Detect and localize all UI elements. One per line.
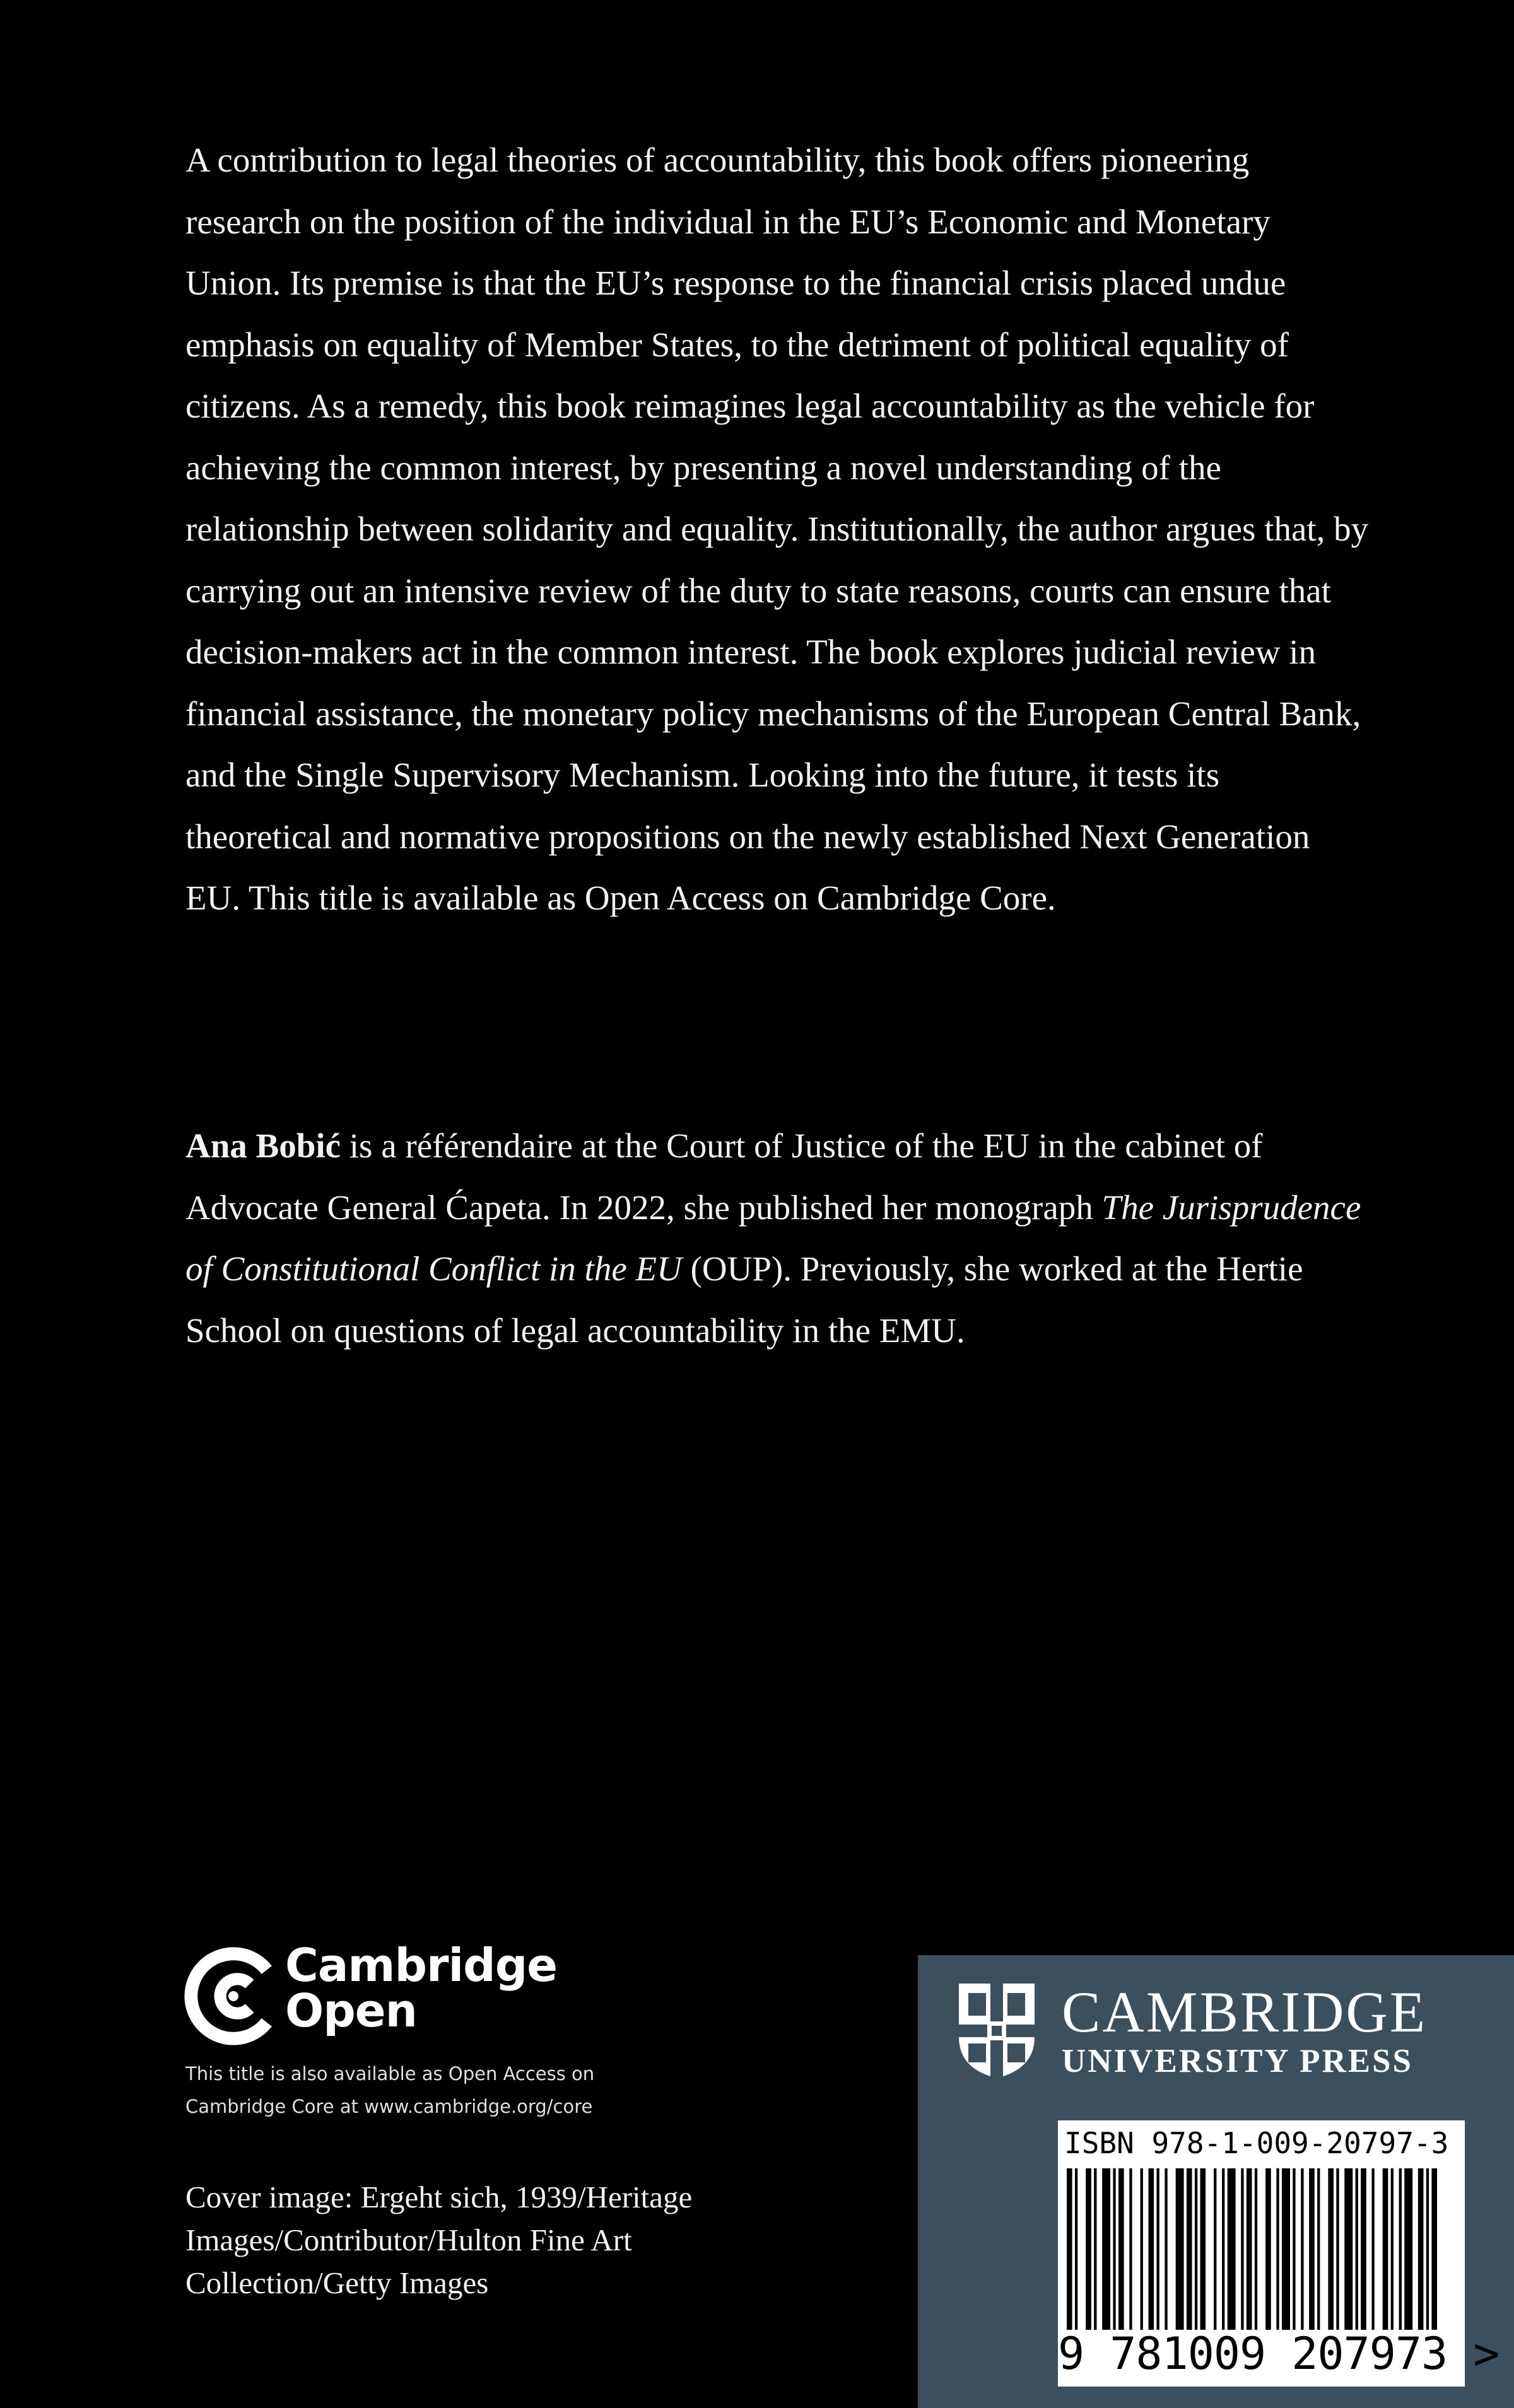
barcode-bar bbox=[1241, 2168, 1243, 2330]
barcode-bar bbox=[1214, 2168, 1216, 2330]
isbn-label: ISBN 978-1-009-20797-3 bbox=[1064, 2126, 1449, 2160]
barcode-bar bbox=[1282, 2168, 1290, 2330]
cambridge-open-wordmark bbox=[285, 1939, 558, 2037]
cover-image-credit: Cover image: Ergeht sich, 1939/Heritage Images/Contributor/Hulton Fine Art Collection/Getty Images bbox=[185, 2180, 693, 2300]
barcode-bar bbox=[1328, 2168, 1334, 2330]
barcode-bar bbox=[1094, 2168, 1096, 2330]
barcode-bar bbox=[1309, 2168, 1315, 2330]
barcode-bar bbox=[1148, 2168, 1154, 2330]
barcode-bar bbox=[1086, 2168, 1091, 2330]
barcode-bar bbox=[1255, 2168, 1257, 2330]
cambridge-shield-icon bbox=[956, 1980, 1038, 2081]
barcode-bar bbox=[1404, 2168, 1412, 2330]
barcode-bar bbox=[1141, 2168, 1143, 2330]
barcode-bar bbox=[1156, 2168, 1159, 2330]
barcode-bar bbox=[1200, 2168, 1206, 2330]
barcode-bar bbox=[1418, 2168, 1424, 2330]
cambridge-open-line1: Cambridge bbox=[285, 1939, 558, 1992]
publisher-panel bbox=[918, 1955, 1514, 2408]
barcode-bar bbox=[1371, 2168, 1374, 2330]
cambridge-open-line2: Open bbox=[285, 1984, 417, 2037]
publisher-name-line2: UNIVERSITY PRESS bbox=[1062, 2043, 1414, 2079]
publisher-name-line1: CAMBRIDGE bbox=[1062, 1980, 1428, 2044]
book-description: A contribution to legal theories of accountability, this book offers pioneering research on the position of the individual in the EU’s Economic and Monetary Union. Its premise is that the EU’s response to the financial crisis placed undue emphasis on equality of Member States, to the detriment of political equality of citizens. As a remedy, this book reimagines legal accountability as the vehicle for achieving the common interest, by presenting a novel understanding of the relationship between solidarity and equality. Institutionally, the author argues that, by carrying out an intensive review of the duty to state reasons, courts can ensure that decision-makers act in the common interest. The book explores judicial review in financial assistance, the monetary policy mechanisms of the European Central Bank, and the Single Supervisory Mechanism. Looking into the future, it tests its theoretical and normative propositions on the newly established Next Generation EU. This title is available as Open Access on Cambridge Core. bbox=[185, 141, 1369, 917]
barcode-bar bbox=[1176, 2168, 1184, 2330]
barcode-bar bbox=[1391, 2168, 1394, 2330]
open-access-note: This title is also available as Open Access on Cambridge Core at www.cambridge.org/core bbox=[185, 2063, 595, 2117]
barcode-number: 9 781009 207973 > bbox=[1058, 2328, 1499, 2380]
barcode-bar bbox=[1222, 2168, 1224, 2330]
barcode-icon bbox=[1067, 2168, 1445, 2330]
barcode-bar bbox=[1118, 2168, 1124, 2330]
barcode-bar bbox=[1293, 2168, 1295, 2330]
barcode-bar bbox=[1265, 2168, 1271, 2330]
bio-text-part-2: (OUP). Previously, she worked at the Hertie School on questions of legal accountability in the EMU. bbox=[185, 1249, 1303, 1350]
barcode-bar bbox=[1165, 2168, 1167, 2330]
barcode-bar bbox=[1317, 2168, 1320, 2330]
monograph-title: The Jurisprudence of Constitutional Conflict in the EU bbox=[185, 1188, 1361, 1288]
barcode-bar bbox=[1399, 2168, 1402, 2330]
barcode-bar bbox=[1067, 2168, 1072, 2330]
barcode-block bbox=[1058, 2120, 1499, 2387]
author-bio bbox=[185, 1115, 1371, 1361]
barcode-bar bbox=[1336, 2168, 1339, 2330]
barcode-bar bbox=[1383, 2168, 1388, 2330]
barcode-bar bbox=[1113, 2168, 1115, 2330]
barcode-bar bbox=[1195, 2168, 1197, 2330]
barcode-bar bbox=[1344, 2168, 1353, 2330]
barcode-bar bbox=[1228, 2168, 1236, 2330]
barcode-bar bbox=[1129, 2168, 1132, 2330]
barcode-bar bbox=[1431, 2168, 1437, 2330]
publisher-name bbox=[1062, 1982, 1427, 2080]
cambridge-open-c-icon bbox=[183, 1946, 284, 2047]
barcode-bar bbox=[1426, 2168, 1429, 2330]
barcode-bar bbox=[1247, 2168, 1252, 2330]
bio-text-part-1: is a référendaire at the Court of Justice of the EU in the cabinet of Advocate General Ćapeta. In 2022, she published her monograph bbox=[185, 1126, 1263, 1227]
barcode-bar bbox=[1075, 2168, 1077, 2330]
barcode-bar bbox=[1301, 2168, 1303, 2330]
barcode-bar bbox=[1102, 2168, 1110, 2330]
barcode-bar bbox=[1356, 2168, 1358, 2330]
barcode-bar bbox=[1361, 2168, 1366, 2330]
barcode-bar bbox=[1276, 2168, 1279, 2330]
barcode-bar bbox=[1187, 2168, 1192, 2330]
author-name: Ana Bobić bbox=[185, 1126, 341, 1165]
